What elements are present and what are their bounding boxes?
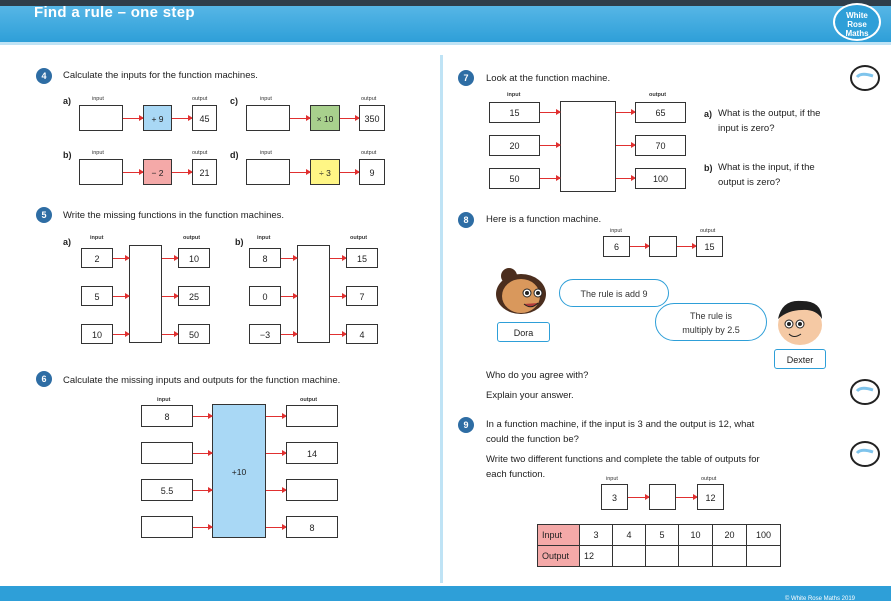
arrow-icon <box>616 112 635 113</box>
arrow-icon <box>281 296 297 297</box>
q6-input-box: 5.5 <box>141 479 193 501</box>
arrow-icon <box>616 178 635 179</box>
arrow-icon <box>266 527 286 528</box>
arrow-icon <box>266 490 286 491</box>
q8-output-box: 15 <box>696 236 723 257</box>
q7-input-box: 50 <box>489 168 540 189</box>
input-label: input <box>610 228 622 234</box>
arrow-icon <box>630 246 649 247</box>
question-5-text: Write the missing functions in the function machines. <box>63 210 285 221</box>
q6-input-box[interactable] <box>141 442 193 464</box>
q7b-label: b) <box>704 163 713 173</box>
q7-input-box: 20 <box>489 135 540 156</box>
q7-output-box: 65 <box>635 102 686 123</box>
q9-input-box: 3 <box>601 484 628 510</box>
output-label: output <box>192 150 208 156</box>
q5a-input-box: 10 <box>81 324 113 344</box>
q5a-output-box: 50 <box>178 324 210 344</box>
arrow-icon <box>113 296 129 297</box>
copyright: © White Rose Maths 2019 <box>784 596 855 602</box>
question-9-text-3: Write two different functions and complete the table of outputs for <box>486 454 760 465</box>
q5a-input-box: 5 <box>81 286 113 306</box>
arrow-icon <box>330 334 346 335</box>
input-label: input <box>260 150 272 156</box>
output-label: output <box>300 397 318 403</box>
q6-input-box: 8 <box>141 405 193 427</box>
q5a-output-box: 25 <box>178 286 210 306</box>
question-8-text: Here is a function machine. <box>486 214 602 225</box>
q5b-machine[interactable] <box>297 245 330 343</box>
footer-bar <box>0 586 891 601</box>
q4d-label: d) <box>230 150 239 160</box>
arrow-icon <box>340 118 359 119</box>
input-label: input <box>260 96 272 102</box>
q7b-text-line1: What is the input, if the <box>718 162 815 173</box>
q4a-output-box: 45 <box>192 105 217 131</box>
dora-avatar <box>491 266 551 316</box>
q4a-input-box[interactable] <box>79 105 123 131</box>
table-cell: 12 <box>580 546 613 567</box>
column-divider <box>440 55 443 583</box>
arrow-icon <box>162 334 178 335</box>
input-label: input <box>92 150 104 156</box>
q5a-label: a) <box>63 237 72 247</box>
q6-input-box[interactable] <box>141 516 193 538</box>
q5b-output-box: 4 <box>346 324 378 344</box>
output-label: output <box>649 92 667 98</box>
question-5-badge: 5 <box>36 207 52 223</box>
q4a-function-box: + 9 <box>143 105 172 131</box>
question-7-badge: 7 <box>458 70 474 86</box>
thinking-cloud-icon <box>848 440 882 475</box>
q8-input-box: 6 <box>603 236 630 257</box>
question-4-text: Calculate the inputs for the function machines. <box>63 70 258 81</box>
arrow-icon <box>290 172 310 173</box>
table-cell: 10 <box>679 525 713 546</box>
table-cell: 5 <box>646 525 679 546</box>
dora-speech-bubble: The rule is add 9 <box>559 279 669 307</box>
q9-table <box>537 524 781 567</box>
q7-output-box: 100 <box>635 168 686 189</box>
q5a-machine[interactable] <box>129 245 162 343</box>
table-cell: 100 <box>747 525 781 546</box>
q4c-function-box: × 10 <box>310 105 340 131</box>
output-label: output <box>183 235 201 241</box>
q4d-input-box[interactable] <box>246 159 290 185</box>
q4d-function-box: ÷ 3 <box>310 159 340 185</box>
q5a-input-box: 2 <box>81 248 113 268</box>
table-cell[interactable] <box>747 546 781 567</box>
arrow-icon <box>113 258 129 259</box>
arrow-icon <box>123 118 143 119</box>
q8-function-box <box>649 236 677 257</box>
table-row <box>538 525 781 546</box>
question-8-badge: 8 <box>458 212 474 228</box>
input-label: input <box>90 235 104 241</box>
arrow-icon <box>193 527 212 528</box>
table-cell[interactable] <box>613 546 646 567</box>
table-cell[interactable] <box>679 546 713 567</box>
output-label: output <box>192 96 208 102</box>
output-label: output <box>361 150 377 156</box>
q6-output-box: 8 <box>286 516 338 538</box>
question-9-text-2: could the function be? <box>486 434 579 445</box>
input-label: input <box>92 96 104 102</box>
dexter-name-label: Dexter <box>774 349 826 369</box>
input-label: input <box>157 397 171 403</box>
output-label: output <box>700 228 716 234</box>
page-title: Find a rule – one step <box>34 4 195 21</box>
question-7-text: Look at the function machine. <box>486 73 611 84</box>
table-cell: 20 <box>713 525 747 546</box>
q4b-function-box: − 2 <box>143 159 172 185</box>
q9-output-box: 12 <box>697 484 724 510</box>
table-header-output: Output <box>538 546 580 567</box>
q5b-output-box: 15 <box>346 248 378 268</box>
arrow-icon <box>281 258 297 259</box>
arrow-icon <box>540 112 560 113</box>
arrow-icon <box>281 334 297 335</box>
q9-function-box[interactable] <box>649 484 676 510</box>
q4b-output-box: 21 <box>192 159 217 185</box>
thinking-cloud-icon <box>848 64 882 99</box>
output-label: output <box>701 476 717 482</box>
arrow-icon <box>266 453 286 454</box>
table-cell[interactable] <box>713 546 747 567</box>
input-label: input <box>257 235 271 241</box>
question-6-text: Calculate the missing inputs and outputs for the function machine. <box>63 375 341 386</box>
arrow-icon <box>162 258 178 259</box>
q6-output-box[interactable] <box>286 479 338 501</box>
q6-output-box: 14 <box>286 442 338 464</box>
q4c-label: c) <box>230 96 239 106</box>
arrow-icon <box>193 490 212 491</box>
arrow-icon <box>162 296 178 297</box>
table-header-input: Input <box>538 525 580 546</box>
q7-input-box: 15 <box>489 102 540 123</box>
q4c-output-box: 350 <box>359 105 385 131</box>
q8-prompt-2: Explain your answer. <box>486 390 574 401</box>
q4c-input-box[interactable] <box>246 105 290 131</box>
arrow-icon <box>266 416 286 417</box>
arrow-icon <box>340 172 359 173</box>
input-label: input <box>507 92 521 98</box>
q4d-output-box: 9 <box>359 159 385 185</box>
table-row <box>538 546 781 567</box>
table-cell: 3 <box>580 525 613 546</box>
arrow-icon <box>193 453 212 454</box>
q5a-output-box: 10 <box>178 248 210 268</box>
q4b-label: b) <box>63 150 72 160</box>
white-rose-logo: White Rose Maths <box>833 3 881 41</box>
question-9-text-4: each function. <box>486 469 546 480</box>
arrow-icon <box>540 178 560 179</box>
question-6-badge: 6 <box>36 371 52 387</box>
q5b-input-box: 8 <box>249 248 281 268</box>
arrow-icon <box>676 497 697 498</box>
input-label: input <box>606 476 618 482</box>
dexter-avatar <box>772 297 828 347</box>
output-label: output <box>350 235 368 241</box>
question-9-badge: 9 <box>458 417 474 433</box>
question-9-text-1: In a function machine, if the input is 3 and the output is 12, what <box>486 419 755 430</box>
arrow-icon <box>172 172 192 173</box>
q7b-text-line2: output is zero? <box>718 177 781 188</box>
q8-prompt-1: Who do you agree with? <box>486 370 589 381</box>
thinking-cloud-icon <box>848 378 882 413</box>
arrow-icon <box>290 118 310 119</box>
arrow-icon <box>330 296 346 297</box>
q5b-label: b) <box>235 237 244 247</box>
question-4-badge: 4 <box>36 68 52 84</box>
q5b-input-box: −3 <box>249 324 281 344</box>
q7a-label: a) <box>704 109 713 119</box>
arrow-icon <box>123 172 143 173</box>
dora-name-label: Dora <box>497 322 550 342</box>
table-cell: 4 <box>613 525 646 546</box>
q7a-text-line1: What is the output, if the <box>718 108 821 119</box>
arrow-icon <box>616 145 635 146</box>
arrow-icon <box>330 258 346 259</box>
arrow-icon <box>113 334 129 335</box>
arrow-icon <box>677 246 696 247</box>
q4b-input-box[interactable] <box>79 159 123 185</box>
q7-output-box: 70 <box>635 135 686 156</box>
q7-function-machine <box>560 101 616 192</box>
output-label: output <box>361 96 377 102</box>
q5b-input-box: 0 <box>249 286 281 306</box>
q5b-output-box: 7 <box>346 286 378 306</box>
arrow-icon <box>628 497 649 498</box>
arrow-icon <box>193 416 212 417</box>
q6-function-machine: +10 <box>212 404 266 538</box>
table-cell[interactable] <box>646 546 679 567</box>
q7a-text-line2: input is zero? <box>718 123 775 134</box>
dexter-speech-bubble: The rule is multiply by 2.5 <box>655 303 767 341</box>
arrow-icon <box>540 145 560 146</box>
q4a-label: a) <box>63 96 72 106</box>
arrow-icon <box>172 118 192 119</box>
q6-output-box[interactable] <box>286 405 338 427</box>
header-underline <box>0 42 891 45</box>
